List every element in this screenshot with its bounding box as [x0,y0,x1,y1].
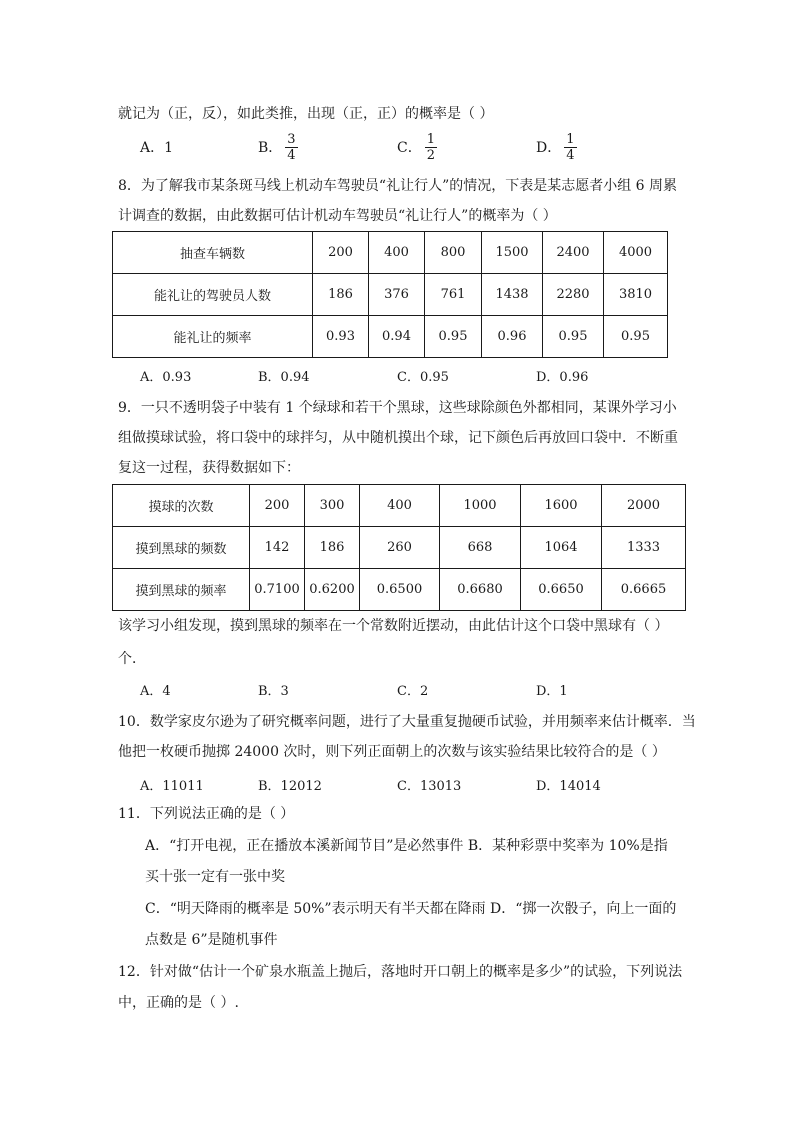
q9-option-d[interactable]: D．1 [536,683,568,699]
q9-option-a[interactable]: A．4 [140,683,171,699]
q12-stem-line-2: 中，正确的是（ ）. [118,995,239,1011]
table-cell: 1333 [602,527,686,569]
q7-option-c[interactable] [397,130,437,164]
table-cell: 1600 [521,485,602,527]
q10-option-d[interactable]: D．14014 [536,778,601,794]
table-cell: 0.94 [369,316,425,358]
q8-stem-line-2: 计调查的数据，由此数据可估计机动车驾驶员“礼让行人”的概率为（ ） [118,208,557,224]
table-cell: 摸到黑球的频率 [113,569,250,611]
q10-option-c[interactable]: C．13013 [397,778,462,794]
q10-option-b[interactable]: B．12012 [258,778,322,794]
table-cell: 0.7100 [250,569,305,611]
table-cell: 0.95 [604,316,668,358]
table-cell: 1000 [440,485,521,527]
table-cell: 186 [305,527,360,569]
q7-option-a[interactable] [140,130,173,164]
q10-options [0,767,794,801]
fraction-numerator: 1 [566,131,575,147]
q8-data-table [112,231,668,358]
q8-option-d[interactable]: D．0.96 [536,369,589,385]
q9-data-table [112,484,686,611]
q9-stem-line-2: 组做摸球试验，将口袋中的球拌匀，从中随机摸出个球，记下颜色后再放回口袋中．不断重 [118,430,678,446]
q7-option-b-label: B． [258,140,283,156]
table-cell: 2400 [543,232,604,274]
table-cell: 260 [360,527,440,569]
table-cell: 0.6650 [521,569,602,611]
table-cell: 0.95 [425,316,482,358]
table-cell: 2280 [543,274,604,316]
q7-option-b[interactable] [258,130,298,164]
q9-stem-line-1: 9．一只不透明袋子中装有 1 个绿球和若干个黑球，这些球除颜色外都相同，某课外学习小 [118,400,677,416]
q10-option-a[interactable]: A．11011 [140,778,204,794]
q7-options [0,130,794,164]
q7-option-d-fraction [564,132,576,163]
q7-stem-tail: 就记为（正，反），如此类推，出现（正，正）的概率是（ ） [118,106,494,122]
q8-option-b[interactable]: B．0.94 [258,369,310,385]
table-cell: 能礼让的驾驶员人数 [113,274,313,316]
q11-stem: 11．下列说法正确的是（ ） [118,806,295,822]
table-row [113,527,686,569]
table-cell: 摸球的次数 [113,485,250,527]
table-cell: 376 [369,274,425,316]
q8-option-a[interactable]: A．0.93 [140,369,192,385]
table-cell: 761 [425,274,482,316]
table-row [113,569,686,611]
fraction-denominator: 2 [426,147,435,163]
q9-after-line-1: 该学习小组发现，摸到黑球的频率在一个常数附近摆动，由此估计这个口袋中黑球有（ ） [118,618,669,634]
table-cell: 0.6665 [602,569,686,611]
q11-option-d-continued: 点数是 6”是随机事件 [145,932,278,948]
table-cell: 200 [313,232,369,274]
table-cell: 800 [425,232,482,274]
table-row [113,316,668,358]
table-cell: 1438 [482,274,543,316]
table-cell: 300 [305,485,360,527]
q11-option-c-d[interactable]: C．“明天降雨的概率是 50%”表示明天有半天都在降雨 D．“掷一次骰子，向上一面的 [145,901,677,917]
table-cell: 142 [250,527,305,569]
table-cell: 0.96 [482,316,543,358]
q7-option-b-fraction [285,132,297,163]
table-cell: 0.6680 [440,569,521,611]
table-cell: 400 [369,232,425,274]
table-cell: 能礼让的频率 [113,316,313,358]
q11-option-b-continued: 买十张一定有一张中奖 [145,869,285,885]
q10-stem-line-1: 10．数学家皮尔逊为了研究概率问题，进行了大量重复抛硬币试验，并用频率来估计概率．当 [118,714,696,730]
table-cell: 3810 [604,274,668,316]
fraction-numerator: 1 [426,131,435,147]
fraction-denominator: 4 [566,147,575,163]
q11-option-a-b[interactable]: A．“打开电视，正在播放本溪新闻节目”是必然事件 B．某种彩票中奖率为 10%是指 [145,838,668,854]
fraction-denominator: 4 [287,147,296,163]
q7-option-c-label: C． [397,140,422,156]
table-cell: 186 [313,274,369,316]
table-cell: 400 [360,485,440,527]
table-cell: 4000 [604,232,668,274]
q8-options [0,358,794,392]
q7-option-d[interactable] [536,130,577,164]
q9-options [0,672,794,706]
q9-option-c[interactable]: C．2 [397,683,429,699]
table-cell: 200 [250,485,305,527]
q7-option-c-fraction [425,132,437,163]
q10-stem-line-2: 他把一枚硬币抛掷 24000 次时，则下列正面朝上的次数与该实验结果比较符合的是（ ） [118,744,666,760]
table-cell: 1064 [521,527,602,569]
table-cell: 0.6500 [360,569,440,611]
q8-stem-line-1: 8．为了解我市某条斑马线上机动车驾驶员“礼让行人”的情况，下表是某志愿者小组 6 周累 [118,178,678,194]
table-row [113,274,668,316]
q12-stem-line-1: 12．针对做“估计一个矿泉水瓶盖上抛后，落地时开口朝上的概率是多少”的试验，下列说法 [118,964,683,980]
q7-option-a-label: A．1 [140,140,174,156]
table-cell: 1500 [482,232,543,274]
q9-after-line-2: 个． [118,651,146,667]
table-row [113,232,668,274]
table-cell: 0.93 [313,316,369,358]
table-cell: 摸到黑球的频数 [113,527,250,569]
table-row [113,485,686,527]
table-cell: 668 [440,527,521,569]
table-cell: 2000 [602,485,686,527]
fraction-numerator: 3 [287,131,296,147]
table-cell: 0.95 [543,316,604,358]
table-cell: 抽查车辆数 [113,232,313,274]
q9-stem-line-3: 复这一过程，获得数据如下： [118,460,300,476]
q8-option-c[interactable]: C．0.95 [397,369,449,385]
q9-option-b[interactable]: B．3 [258,683,289,699]
table-cell: 0.6200 [305,569,360,611]
q7-option-d-label: D． [536,140,562,156]
